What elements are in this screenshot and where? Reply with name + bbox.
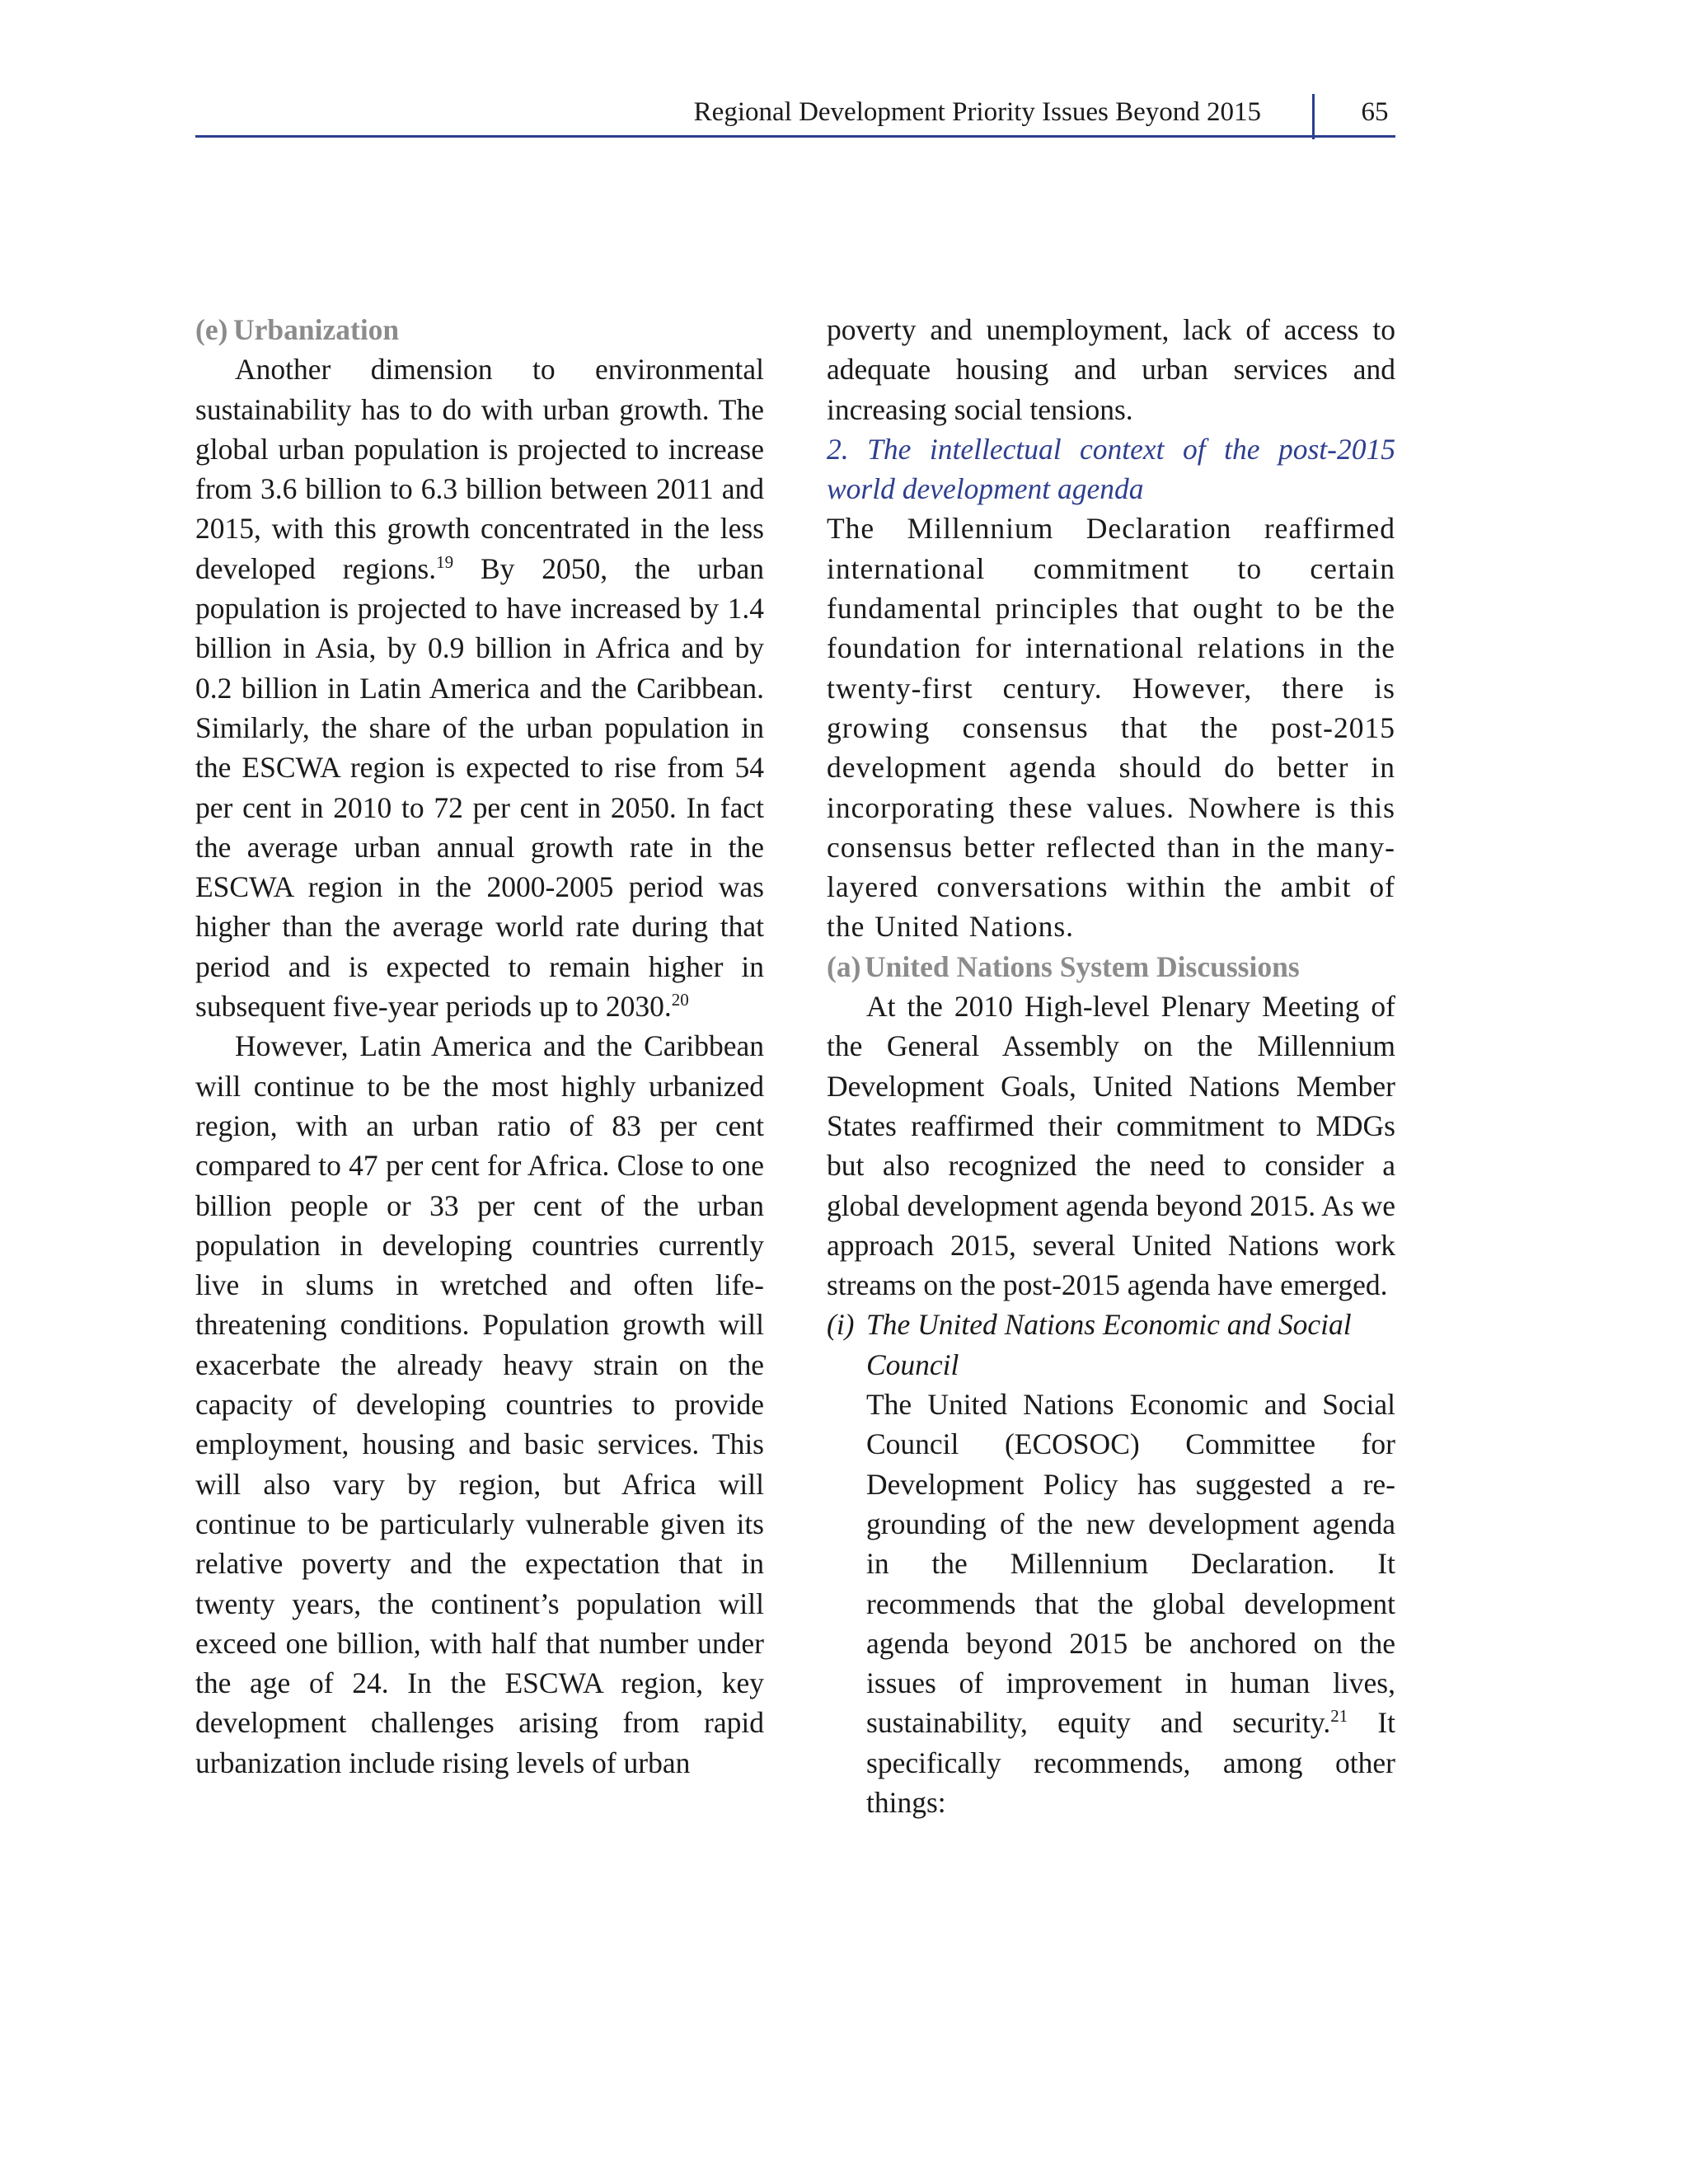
sub-heading-text: United Nations System Discussions <box>865 949 1300 983</box>
paragraph-urban-growth <box>195 349 764 1026</box>
paragraph-millennium-declaration: The Millennium Declaration reaffirmed international commitment to certain fundamental principles that ought to be the foundation for international relations in the twenty-first century. However, there is growing consensus that the post-2015 development agenda should do better in incorporating these values. Nowhere is this consensus better reflected than in the many-layered conversations within the ambit of the United Nations. <box>827 512 1395 944</box>
paragraph-ecosoc <box>827 1385 1395 1822</box>
left-column <box>195 310 764 1783</box>
header-rule <box>195 135 1395 138</box>
paragraph-latin-america: However, Latin America and the Caribbean will continue to be the most highly urbanized region, with an urban ratio of 83 per cent compared to 47 per cent for Africa. Close to one billion people or 33 per cent of the urban population in developing countries currently live in slums in wretched and often life-threatening conditions. Population growth will exacerbate the already heavy strain on the capacity of developing countries to provide employment, housing and basic services. This will also vary by region, but Africa will continue to be particularly vulnerable given its relative poverty and the expectation that in twenty years, the continent’s population will exceed one billion, with half that number under the age of 24. In the ESCWA region, key development challenges arising from rapid urbanization include rising levels of urban <box>195 1029 764 1779</box>
page-number: 65 <box>1361 97 1389 127</box>
paragraph-text: It specifically recommends, among other things: <box>866 1706 1396 1819</box>
paragraph-text: The United Nations Economic and Social Council (ECOSOC) Committee for Development Policy has suggested a re-grounding of the new development agenda in the Millennium Declaration. It recommends that the global development agenda beyond 2015 be anchored on the issues of improvement in human lives, sustainability, equity and security. <box>866 1388 1395 1740</box>
section-heading-urbanization <box>195 310 764 349</box>
section-heading-intellectual-context: 2. The intellectual context of the post-2015 world development agenda <box>827 432 1395 506</box>
sub-heading-un-system <box>827 947 1395 987</box>
paragraph-text: Another dimension to environmental sustainability has to do with urban growth. The global urban population is projected to increase from 3.6 billion to 6.3 billion between 2011 and 2015, with this growth concentrated in the less developed regions. <box>195 353 764 585</box>
paragraph-continuation: poverty and unemployment, lack of access to adequate housing and urban services and increasing social tensions. <box>827 313 1395 426</box>
paragraph-high-level-meeting: At the 2010 High-level Plenary Meeting of the General Assembly on the Millennium Development Goals, United Nations Member States reaffirmed their commitment to MDGs but also recognized the need to consider a global development agenda beyond 2015. As we approach 2015, several United Nations work streams on the post-2015 agenda have emerged. <box>827 990 1395 1302</box>
list-item-marker: (i) <box>827 1308 855 1342</box>
running-title: Regional Development Priority Issues Beyond 2015 <box>693 97 1261 127</box>
footnote-ref-21[interactable]: 21 <box>1330 1706 1348 1727</box>
paragraph-text: By 2050, the urban population is projected to have increased by 1.4 billion in Asia, by 0.9 billion in Africa and by 0.2 billion in Latin America and the Caribbean. Similarly, the share of the urban population in the ESCWA region is expected to rise from 54 per cent in 2010 to 72 per cent in 2050. In fact the average urban annual growth rate in the ESCWA region in the 2000-2005 period was higher than the average world rate during that period and is expected to remain higher in subsequent five-year periods up to 2030. <box>195 551 764 1024</box>
right-column <box>827 310 1395 1822</box>
heading-marker: (e) <box>195 313 228 346</box>
footnote-ref-19[interactable]: 19 <box>436 551 454 572</box>
list-item-ecosoc <box>827 1305 1395 1385</box>
footnote-ref-20[interactable]: 20 <box>671 990 689 1010</box>
sub-heading-marker: (a) <box>827 949 861 983</box>
heading-text: Urbanization <box>233 313 400 346</box>
header-divider <box>1312 94 1315 139</box>
list-item-title: The United Nations Economic and Social Council <box>866 1308 1352 1381</box>
